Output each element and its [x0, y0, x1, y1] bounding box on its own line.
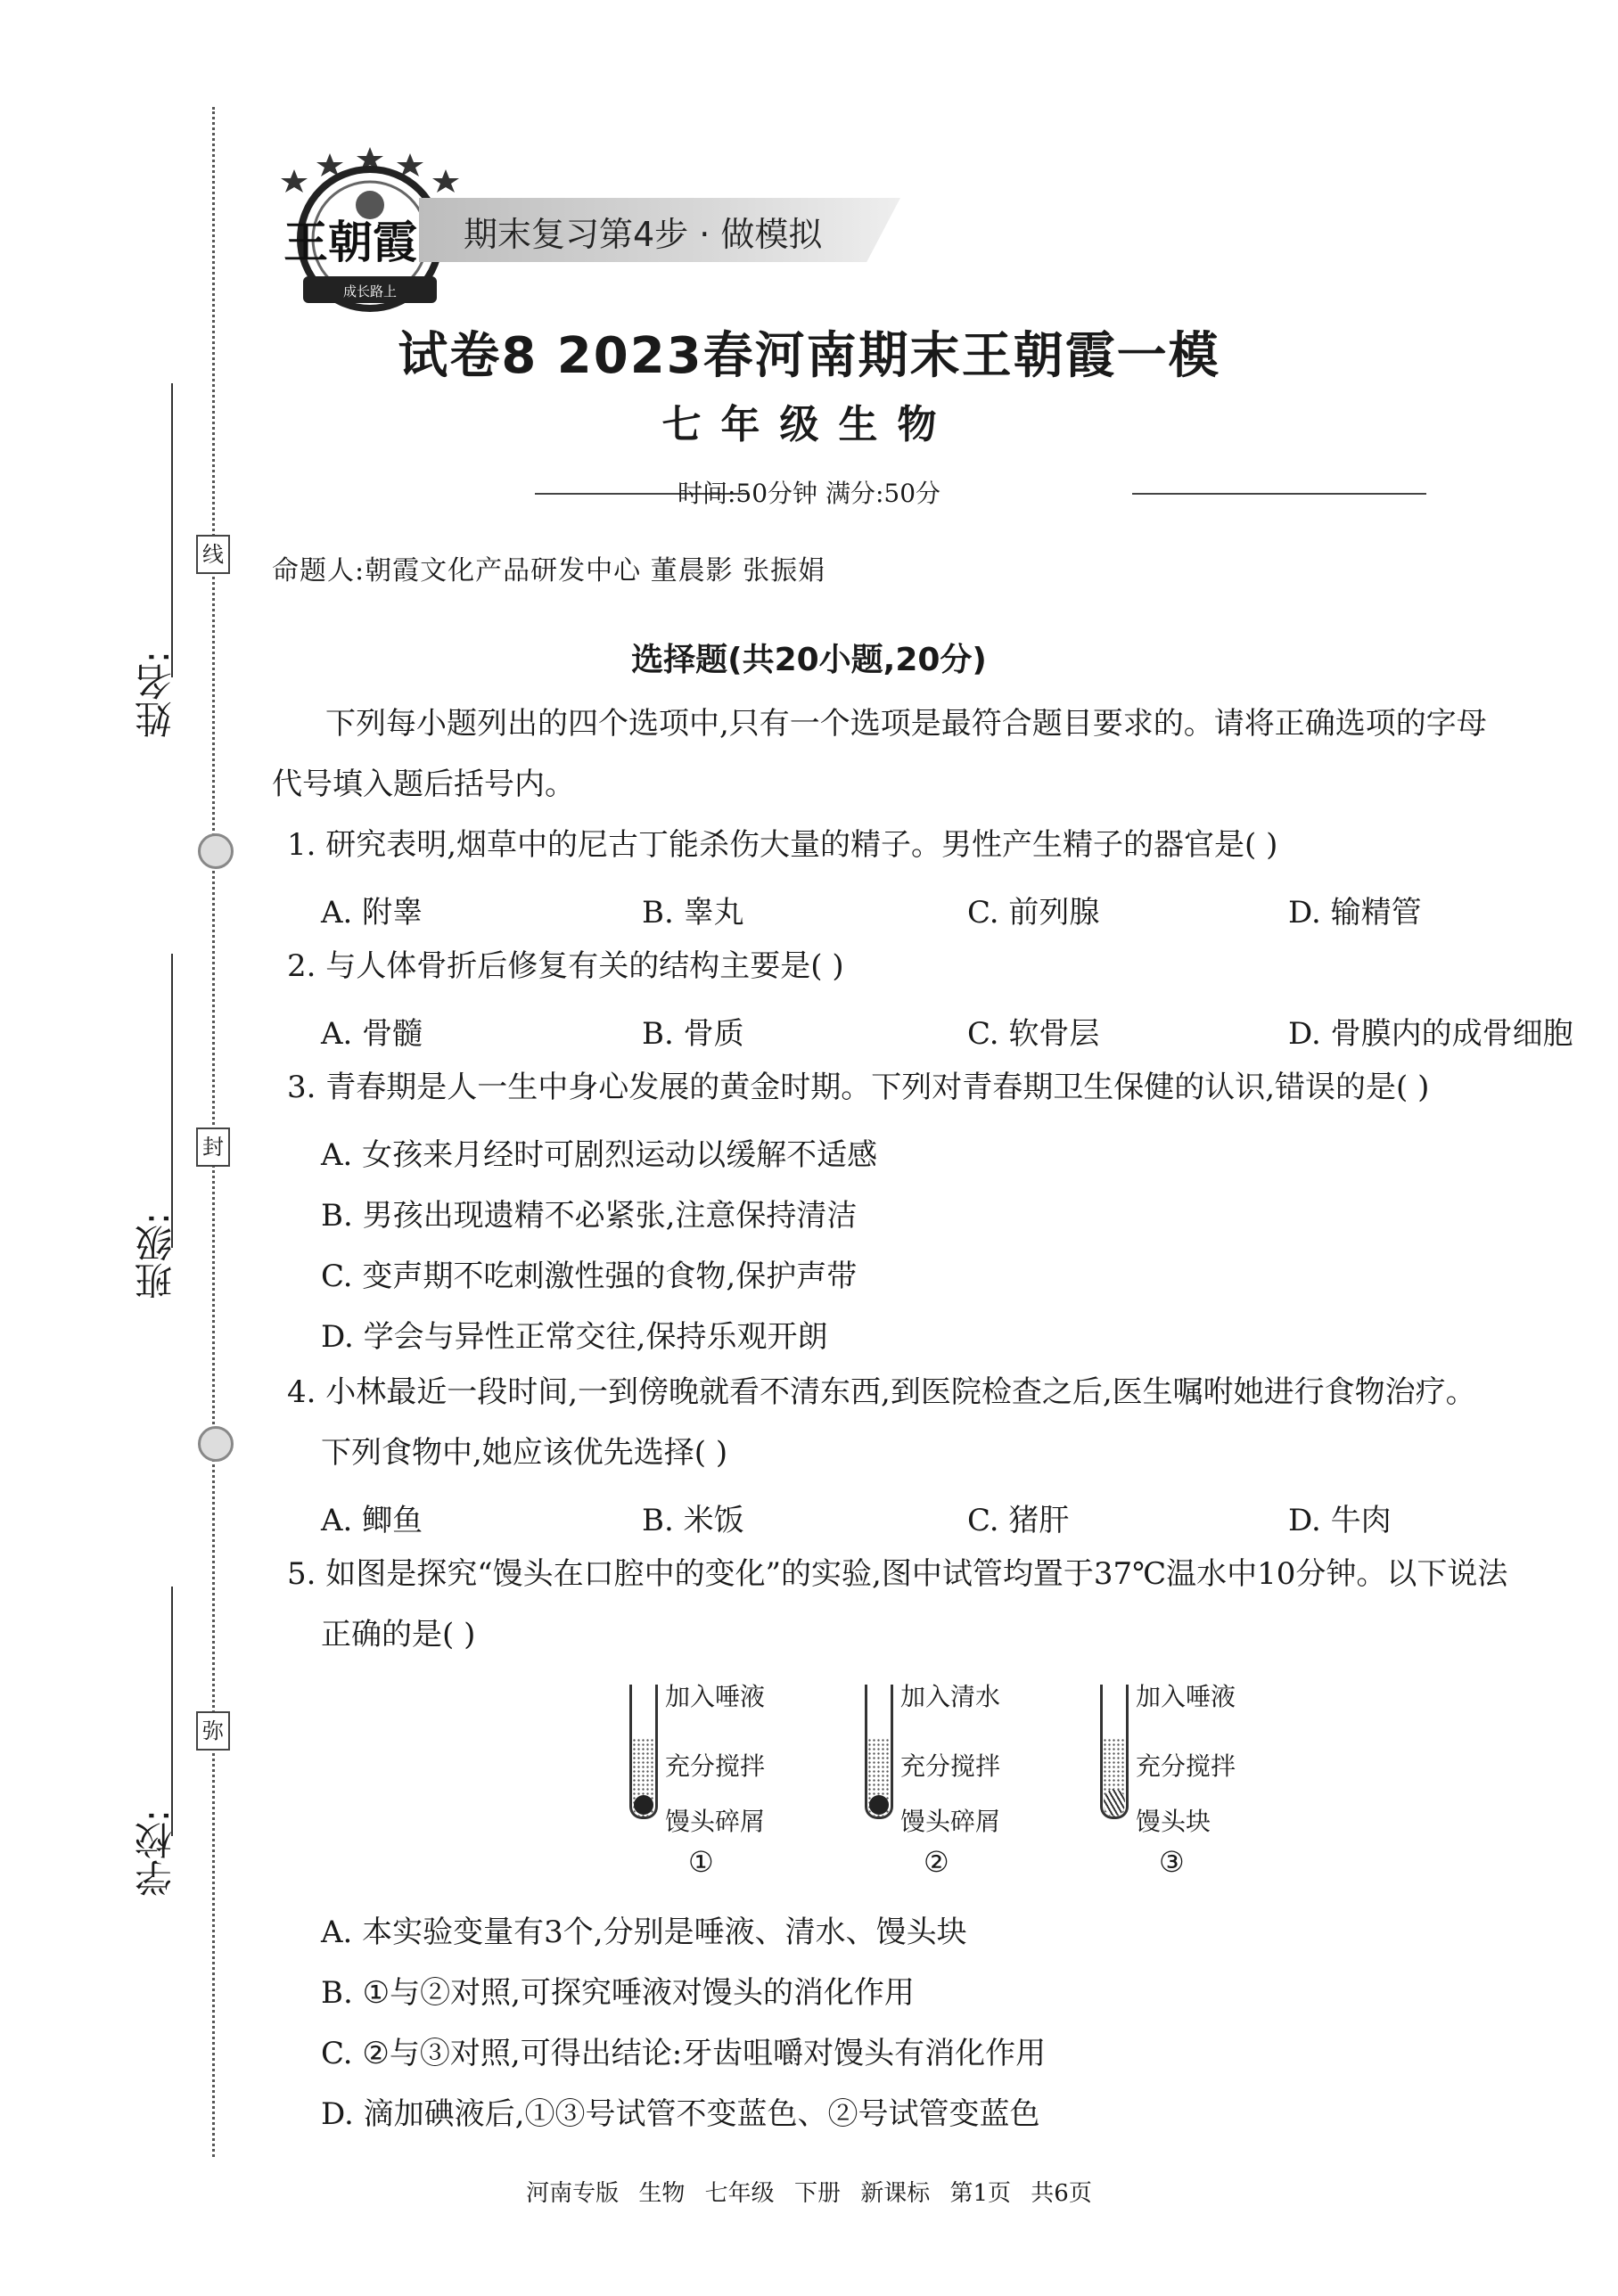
- question-1-stem: 1. 研究表明,烟草中的尼古丁能杀伤大量的精子。男性产生精子的器官是( ): [287, 827, 1278, 863]
- banner-text: 期末复习第4步 · 做模拟: [464, 215, 823, 254]
- author-line: 命题人:朝霞文化产品研发中心 董晨影 张振娟: [272, 555, 826, 586]
- school-label: 学校:: [134, 1809, 177, 1898]
- question-5-option-b: B. ①与②对照,可探究唾液对馒头的消化作用: [321, 1975, 915, 2011]
- question-4-option-a: A. 鲫鱼: [321, 1503, 423, 1538]
- instruction-line-2: 代号填入题后括号内。: [272, 767, 575, 802]
- tube-3-label-bottom: 馒头块: [1136, 1807, 1211, 1836]
- tube-2-label-top: 加入清水: [900, 1682, 1001, 1711]
- time-score-info: 时间:50分钟 满分:50分: [677, 479, 941, 508]
- question-4-option-b: B. 米饭: [642, 1503, 744, 1538]
- question-2-option-b: B. 骨质: [642, 1016, 744, 1052]
- question-5-option-d: D. 滴加碘液后,①③号试管不变蓝色、②号试管变蓝色: [321, 2096, 1040, 2132]
- paper-title: 试卷8 2023春河南期末王朝霞一模: [398, 327, 1220, 385]
- logo-text: 王朝霞: [283, 216, 417, 268]
- tube-1-label-bottom: 馒头碎屑: [665, 1807, 766, 1836]
- question-3-option-d: D. 学会与异性正常交往,保持乐观开朗: [321, 1319, 828, 1355]
- logo-slogan: 成长路上: [342, 283, 398, 299]
- seal-char-feng: 封: [196, 1128, 230, 1167]
- question-1-option-c: C. 前列腺: [967, 895, 1100, 931]
- question-4-option-c: C. 猪肝: [967, 1503, 1070, 1538]
- tube-2-label-bottom: 馒头碎屑: [900, 1807, 1001, 1836]
- question-2-option-d: D. 骨膜内的成骨细胞: [1288, 1016, 1573, 1052]
- tube-1-number: ①: [688, 1845, 714, 1879]
- tube-2-number: ②: [924, 1845, 949, 1879]
- question-2-option-c: C. 软骨层: [967, 1016, 1100, 1052]
- bread-crumbs-icon: [634, 1795, 653, 1815]
- question-5-stem-line-1: 5. 如图是探究“馒头在口腔中的变化”的实验,图中试管均置于37℃温水中10分钟。以下说法: [287, 1556, 1508, 1592]
- test-tube-1: [629, 1685, 658, 1819]
- school-write-line[interactable]: [171, 1587, 173, 1836]
- question-3-stem: 3. 青春期是人一生中身心发展的黄金时期。下列对青春期卫生保健的认识,错误的是( ): [287, 1070, 1430, 1105]
- paper-subtitle: 七年级生物: [661, 402, 957, 447]
- question-2-option-a: A. 骨髓: [321, 1016, 423, 1052]
- tube-3-label-middle: 充分搅拌: [1136, 1751, 1236, 1781]
- question-5-option-a: A. 本实验变量有3个,分别是唾液、清水、馒头块: [321, 1915, 967, 1950]
- name-label: 姓名:: [134, 651, 177, 739]
- question-1-option-b: B. 睾丸: [642, 895, 744, 931]
- question-4-option-d: D. 牛肉: [1288, 1503, 1392, 1538]
- test-tube-3: [1100, 1685, 1129, 1819]
- tube-2-label-middle: 充分搅拌: [900, 1751, 1001, 1781]
- class-write-line[interactable]: [171, 954, 173, 1248]
- question-1-option-d: D. 输精管: [1288, 895, 1422, 931]
- question-4-stem-line-2: 下列食物中,她应该优先选择( ): [321, 1435, 728, 1471]
- swirl-icon: [198, 833, 234, 869]
- tube-3-label-top: 加入唾液: [1136, 1682, 1236, 1711]
- question-2-stem: 2. 与人体骨折后修复有关的结构主要是( ): [287, 948, 844, 984]
- question-3-option-a: A. 女孩来月经时可剧烈运动以缓解不适感: [321, 1137, 878, 1173]
- question-5-stem-line-2: 正确的是( ): [321, 1617, 476, 1652]
- question-3-option-b: B. 男孩出现遗精不必紧张,注意保持清洁: [321, 1198, 858, 1234]
- section-heading: 选择题(共20小题,20分): [631, 642, 987, 678]
- bread-block-icon: [1104, 1789, 1125, 1816]
- seal-char-mi: 弥: [196, 1711, 230, 1751]
- question-5-option-c: C. ②与③对照,可得出结论:牙齿咀嚼对馒头有消化作用: [321, 2036, 1047, 2071]
- bread-crumbs-icon: [869, 1795, 889, 1815]
- swirl-icon: [198, 1426, 234, 1462]
- instruction-line-1: 下列每小题列出的四个选项中,只有一个选项是最符合题目要求的。请将正确选项的字母: [325, 706, 1487, 742]
- tube-3-number: ③: [1159, 1845, 1185, 1879]
- test-tube-2: [865, 1685, 893, 1819]
- page-footer: 河南专版 生物 七年级 下册 新课标 第1页 共6页: [526, 2180, 1092, 2207]
- seal-char-xian: 线: [196, 535, 230, 574]
- question-1-option-a: A. 附睾: [321, 895, 423, 931]
- tube-1-label-top: 加入唾液: [665, 1682, 766, 1711]
- class-label: 班级:: [134, 1212, 177, 1300]
- question-3-option-c: C. 变声期不吃刺激性强的食物,保护声带: [321, 1259, 858, 1294]
- tube-1-label-middle: 充分搅拌: [665, 1751, 766, 1781]
- question-4-stem-line-1: 4. 小林最近一段时间,一到傍晚就看不清东西,到医院检查之后,医生嘱咐她进行食物治疗。: [287, 1374, 1476, 1410]
